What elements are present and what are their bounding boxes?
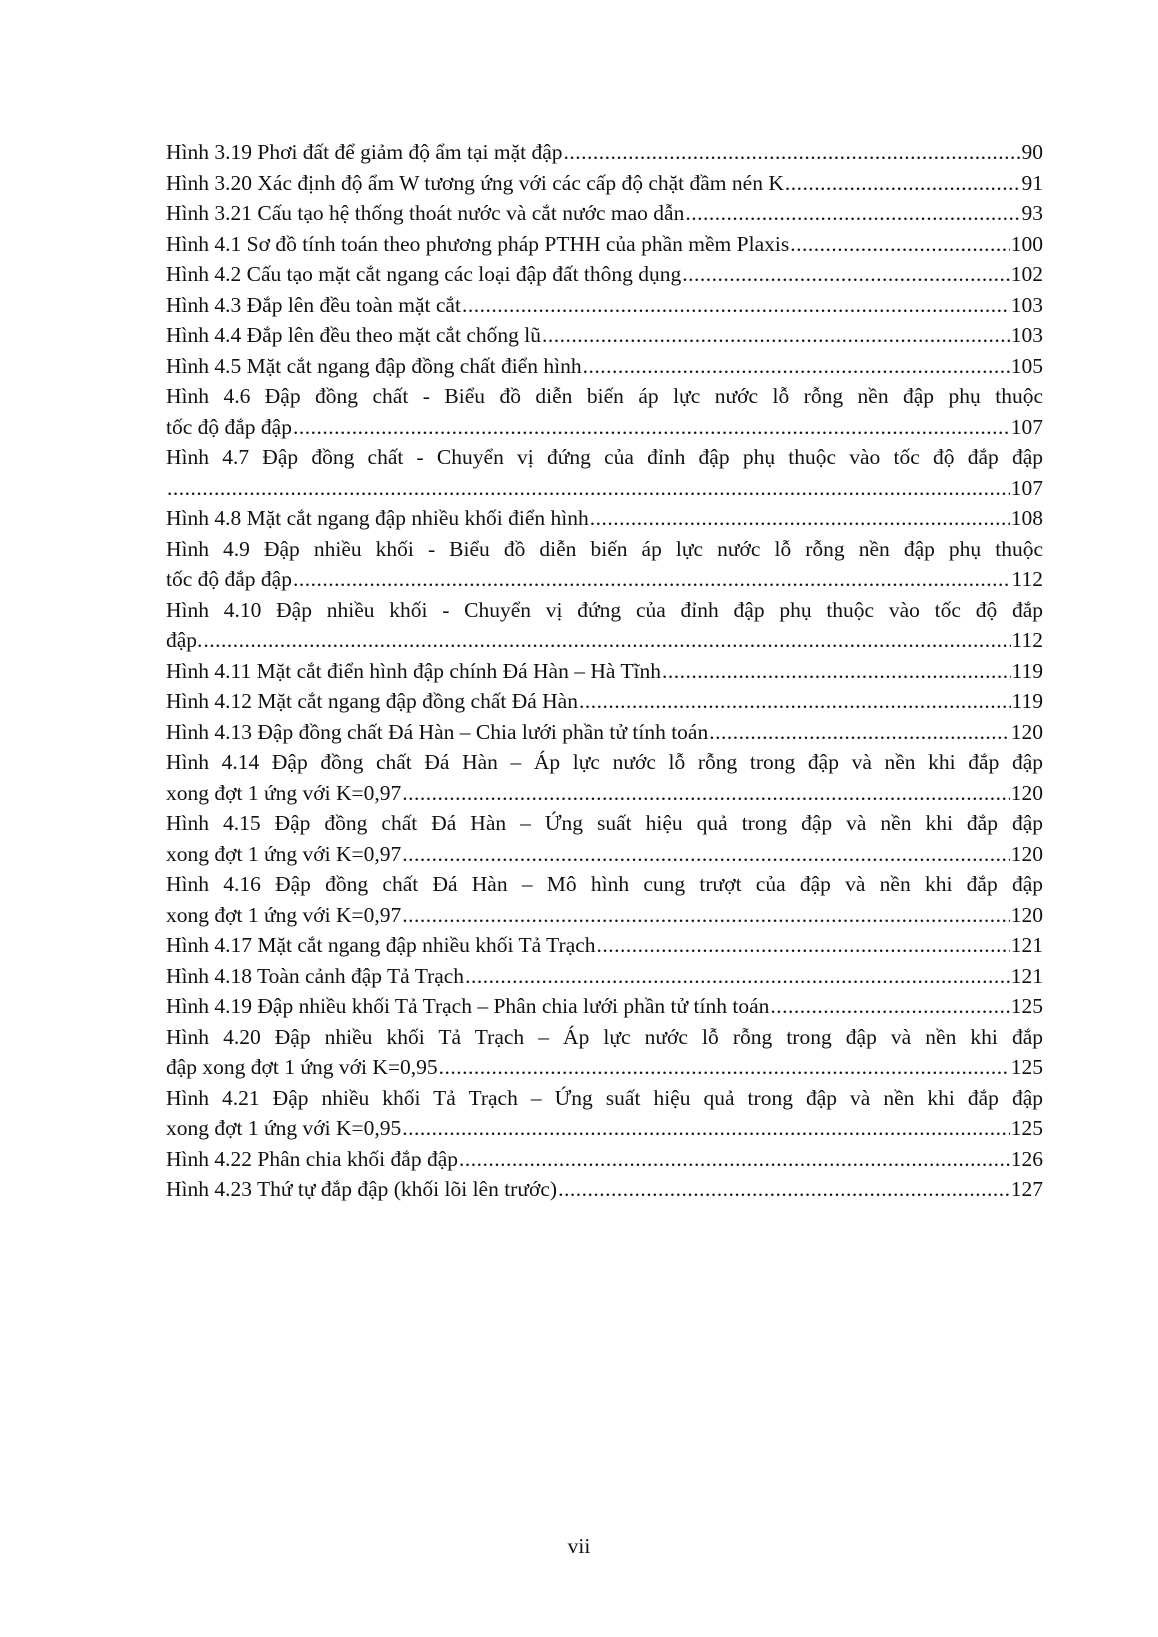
toc-entry-title: xong đợt 1 ứng với K=0,97 xyxy=(166,841,402,866)
toc-entry-page-number: 127 xyxy=(1010,1177,1043,1201)
toc-entry-page-number: 91 xyxy=(1021,170,1043,195)
dot-leader xyxy=(462,290,1010,321)
toc-entry-last-line xyxy=(166,412,1043,443)
toc-entry-page-number: 121 xyxy=(1010,933,1043,957)
toc-entry-page-number: 112 xyxy=(1011,567,1043,591)
toc-entry-last-line xyxy=(166,839,1043,870)
toc-entry-last-line xyxy=(166,778,1043,809)
dot-leader xyxy=(465,961,1010,992)
toc-entry-title: Hình 3.20 Xác định độ ẩm W tương ứng với các cấp độ chặt đầm nén K xyxy=(166,170,784,195)
toc-entry-title: Hình 4.11 Mặt cắt điển hình đập chính Đá Hàn – Hà Tĩnh xyxy=(166,658,661,683)
toc-entry-title: Hình 4.18 Toàn cảnh đập Tả Trạch xyxy=(166,963,465,988)
dot-leader xyxy=(579,686,1011,717)
toc-entry-page-number: 125 xyxy=(1010,994,1043,1018)
toc-entry-title: xong đợt 1 ứng với K=0,97 xyxy=(166,780,402,805)
toc-entry-page-number: 126 xyxy=(1010,1146,1043,1171)
toc-entry-last-line xyxy=(166,686,1043,717)
list-of-figures xyxy=(166,137,1043,1205)
toc-entry[interactable] xyxy=(166,381,1043,442)
dot-leader xyxy=(785,168,1021,199)
toc-entry-title: Hình 4.22 Phân chia khối đắp đập xyxy=(166,1146,458,1171)
dot-leader xyxy=(167,473,1010,504)
toc-entry-last-line xyxy=(166,625,1043,656)
toc-entry[interactable] xyxy=(166,320,1043,351)
toc-entry[interactable] xyxy=(166,808,1043,869)
toc-entry-page-number: 120 xyxy=(1010,719,1043,744)
toc-entry[interactable] xyxy=(166,686,1043,717)
toc-entry-last-line xyxy=(166,564,1043,595)
toc-entry[interactable] xyxy=(166,747,1043,808)
toc-entry-title: Hình 4.12 Mặt cắt ngang đập đồng chất Đá Hàn xyxy=(166,689,578,713)
toc-entry-page-number: 125 xyxy=(1010,1116,1043,1140)
toc-entry-title: tốc độ đắp đập xyxy=(166,414,292,439)
dot-leader xyxy=(459,1144,1010,1175)
toc-entry-title: xong đợt 1 ứng với K=0,95 xyxy=(166,1116,402,1140)
toc-entry-page-number: 105 xyxy=(1010,353,1043,378)
toc-entry-last-line xyxy=(166,351,1043,382)
toc-entry-last-line xyxy=(166,717,1043,748)
toc-entry-title: Hình 4.19 Đập nhiều khối Tả Trạch – Phân chia lưới phần tử tính toán xyxy=(166,994,770,1018)
toc-entry-page-number: 93 xyxy=(1021,201,1043,225)
toc-entry-title: xong đợt 1 ứng với K=0,97 xyxy=(166,902,402,927)
toc-entry-title: Hình 4.3 Đắp lên đều toàn mặt cắt xyxy=(166,292,461,317)
toc-entry[interactable] xyxy=(166,168,1043,199)
toc-entry[interactable] xyxy=(166,229,1043,260)
toc-entry-title-line: Hình 4.15 Đập đồng chất Đá Hàn – Ứng suất hiệu quả trong đập và nền khi đắp đập xyxy=(166,811,1043,835)
toc-entry-page-number: 120 xyxy=(1010,902,1043,927)
toc-entry-page-number: 103 xyxy=(1010,323,1043,347)
toc-entry-last-line xyxy=(166,1052,1043,1083)
toc-entry[interactable] xyxy=(166,198,1043,229)
toc-entry-last-line xyxy=(166,503,1043,534)
dot-leader xyxy=(203,625,1010,656)
toc-entry-title: Hình 4.8 Mặt cắt ngang đập nhiều khối điển hình xyxy=(166,506,589,530)
toc-entry-page-number: 112 xyxy=(1011,628,1043,652)
dot-leader xyxy=(402,839,1010,870)
dot-leader xyxy=(402,1113,1010,1144)
dot-leader xyxy=(439,1052,1010,1083)
toc-entry-last-line xyxy=(166,991,1043,1022)
toc-entry-title: Hình 4.17 Mặt cắt ngang đập nhiều khối Tả Trạch xyxy=(166,933,596,957)
toc-entry-page-number: 108 xyxy=(1010,506,1043,530)
dot-leader xyxy=(685,198,1020,229)
dot-leader xyxy=(542,320,1010,351)
toc-entry-last-line xyxy=(166,961,1043,992)
toc-entry-last-line xyxy=(166,473,1043,504)
toc-entry[interactable] xyxy=(166,717,1043,748)
toc-entry-title-line: Hình 4.6 Đập đồng chất - Biểu đồ diễn biến áp lực nước lỗ rỗng nền đập phụ thuộc xyxy=(166,384,1043,408)
dot-leader xyxy=(402,900,1010,931)
toc-entry-last-line xyxy=(166,1174,1043,1205)
dot-leader xyxy=(590,503,1010,534)
toc-entry-page-number: 119 xyxy=(1011,658,1043,683)
toc-entry-title-line: Hình 4.14 Đập đồng chất Đá Hàn – Áp lực nước lỗ rỗng trong đập và nền khi đắp đập xyxy=(166,750,1043,774)
toc-entry[interactable] xyxy=(166,1083,1043,1144)
toc-entry-title: đập xong đợt 1 ứng với K=0,95 xyxy=(166,1055,438,1079)
toc-entry[interactable] xyxy=(166,869,1043,930)
toc-entry-last-line xyxy=(166,656,1043,687)
toc-entry-title: tốc độ đắp đập xyxy=(166,567,292,591)
toc-entry-title-line: Hình 4.10 Đập nhiều khối - Chuyển vị đứng của đỉnh đập phụ thuộc vào tốc độ đắp xyxy=(166,597,1043,622)
dot-leader xyxy=(558,1174,1010,1205)
toc-entry[interactable] xyxy=(166,534,1043,595)
toc-entry[interactable] xyxy=(166,137,1043,168)
page-number: vii xyxy=(567,1534,591,1558)
toc-entry-last-line xyxy=(166,930,1043,961)
toc-entry-last-line xyxy=(166,290,1043,321)
dot-leader xyxy=(597,930,1010,961)
dot-leader xyxy=(402,778,1010,809)
toc-entry-page-number: 103 xyxy=(1010,292,1043,317)
toc-entry-page-number: 107 xyxy=(1010,414,1043,439)
toc-entry-page-number: 119 xyxy=(1011,689,1043,713)
toc-entry-title-line: Hình 4.16 Đập đồng chất Đá Hàn – Mô hình cung trượt của đập và nền khi đắp đập xyxy=(166,872,1043,896)
toc-entry-last-line xyxy=(166,229,1043,260)
toc-entry[interactable] xyxy=(166,442,1043,503)
toc-entry-title: Hình 4.5 Mặt cắt ngang đập đồng chất điển hình xyxy=(166,353,582,378)
toc-entry[interactable] xyxy=(166,656,1043,687)
toc-entry-title-line: Hình 4.9 Đập nhiều khối - Biểu đồ diễn biến áp lực nước lỗ rỗng nền đập phụ thuộc xyxy=(166,536,1043,561)
dot-leader xyxy=(662,656,1011,687)
toc-entry[interactable] xyxy=(166,290,1043,321)
toc-entry-last-line xyxy=(166,198,1043,229)
toc-entry-last-line xyxy=(166,259,1043,290)
toc-entry-title-line: Hình 4.20 Đập nhiều khối Tả Trạch – Áp lực nước lỗ rỗng trong đập và nền khi đắp xyxy=(166,1024,1043,1049)
dot-leader xyxy=(293,564,1011,595)
toc-entry-page-number: 120 xyxy=(1010,780,1043,805)
toc-entry[interactable] xyxy=(166,1144,1043,1175)
toc-entry-page-number: 121 xyxy=(1010,963,1043,988)
toc-entry[interactable] xyxy=(166,1174,1043,1205)
toc-entry[interactable] xyxy=(166,930,1043,961)
toc-entry-title: Hình 3.19 Phơi đất để giảm độ ẩm tại mặt đập xyxy=(166,140,563,164)
toc-entry-page-number: 125 xyxy=(1010,1055,1043,1079)
toc-entry[interactable] xyxy=(166,351,1043,382)
toc-entry-title: Hình 4.2 Cấu tạo mặt cắt ngang các loại đập đất thông dụng xyxy=(166,262,682,286)
toc-entry[interactable] xyxy=(166,961,1043,992)
dot-leader xyxy=(293,412,1010,443)
toc-entry-title: Hình 4.23 Thứ tự đắp đập (khối lõi lên trước) xyxy=(166,1177,558,1201)
toc-entry-last-line xyxy=(166,320,1043,351)
toc-entry-last-line xyxy=(166,1144,1043,1175)
toc-entry[interactable] xyxy=(166,595,1043,656)
toc-entry-page-number: 90 xyxy=(1021,140,1043,164)
toc-entry[interactable] xyxy=(166,991,1043,1022)
dot-leader xyxy=(583,351,1010,382)
toc-entry-title: Hình 4.13 Đập đồng chất Đá Hàn – Chia lưới phần tử tính toán xyxy=(166,719,709,744)
toc-entry-last-line xyxy=(166,1113,1043,1144)
toc-entry-page-number: 107 xyxy=(1010,475,1043,500)
dot-leader xyxy=(709,717,1010,748)
dot-leader xyxy=(770,991,1009,1022)
dot-leader xyxy=(682,259,1009,290)
toc-entry-title-line: Hình 4.7 Đập đồng chất - Chuyển vị đứng của đỉnh đập phụ thuộc vào tốc độ đắp đập xyxy=(166,445,1043,469)
toc-entry[interactable] xyxy=(166,259,1043,290)
toc-entry-title: Hình 3.21 Cấu tạo hệ thống thoát nước và cắt nước mao dẫn xyxy=(166,201,685,225)
toc-entry[interactable] xyxy=(166,503,1043,534)
toc-entry-last-line xyxy=(166,137,1043,168)
toc-entry[interactable] xyxy=(166,1022,1043,1083)
toc-entry-page-number: 120 xyxy=(1010,841,1043,866)
toc-entry-title-line: Hình 4.21 Đập nhiều khối Tả Trạch – Ứng suất hiệu quả trong đập và nền khi đắp đập xyxy=(166,1085,1043,1110)
toc-entry-title: Hình 4.4 Đắp lên đều theo mặt cắt chống lũ xyxy=(166,323,541,347)
toc-entry-page-number: 102 xyxy=(1010,262,1043,286)
toc-entry-title: Hình 4.1 Sơ đồ tính toán theo phương pháp PTHH của phần mềm Plaxis xyxy=(166,231,790,256)
toc-entry-page-number: 100 xyxy=(1010,231,1043,256)
toc-entry-last-line xyxy=(166,900,1043,931)
dot-leader xyxy=(790,229,1010,260)
toc-entry-last-line xyxy=(166,168,1043,199)
dot-leader xyxy=(564,137,1021,168)
toc-entry-title: đập. xyxy=(166,628,203,652)
